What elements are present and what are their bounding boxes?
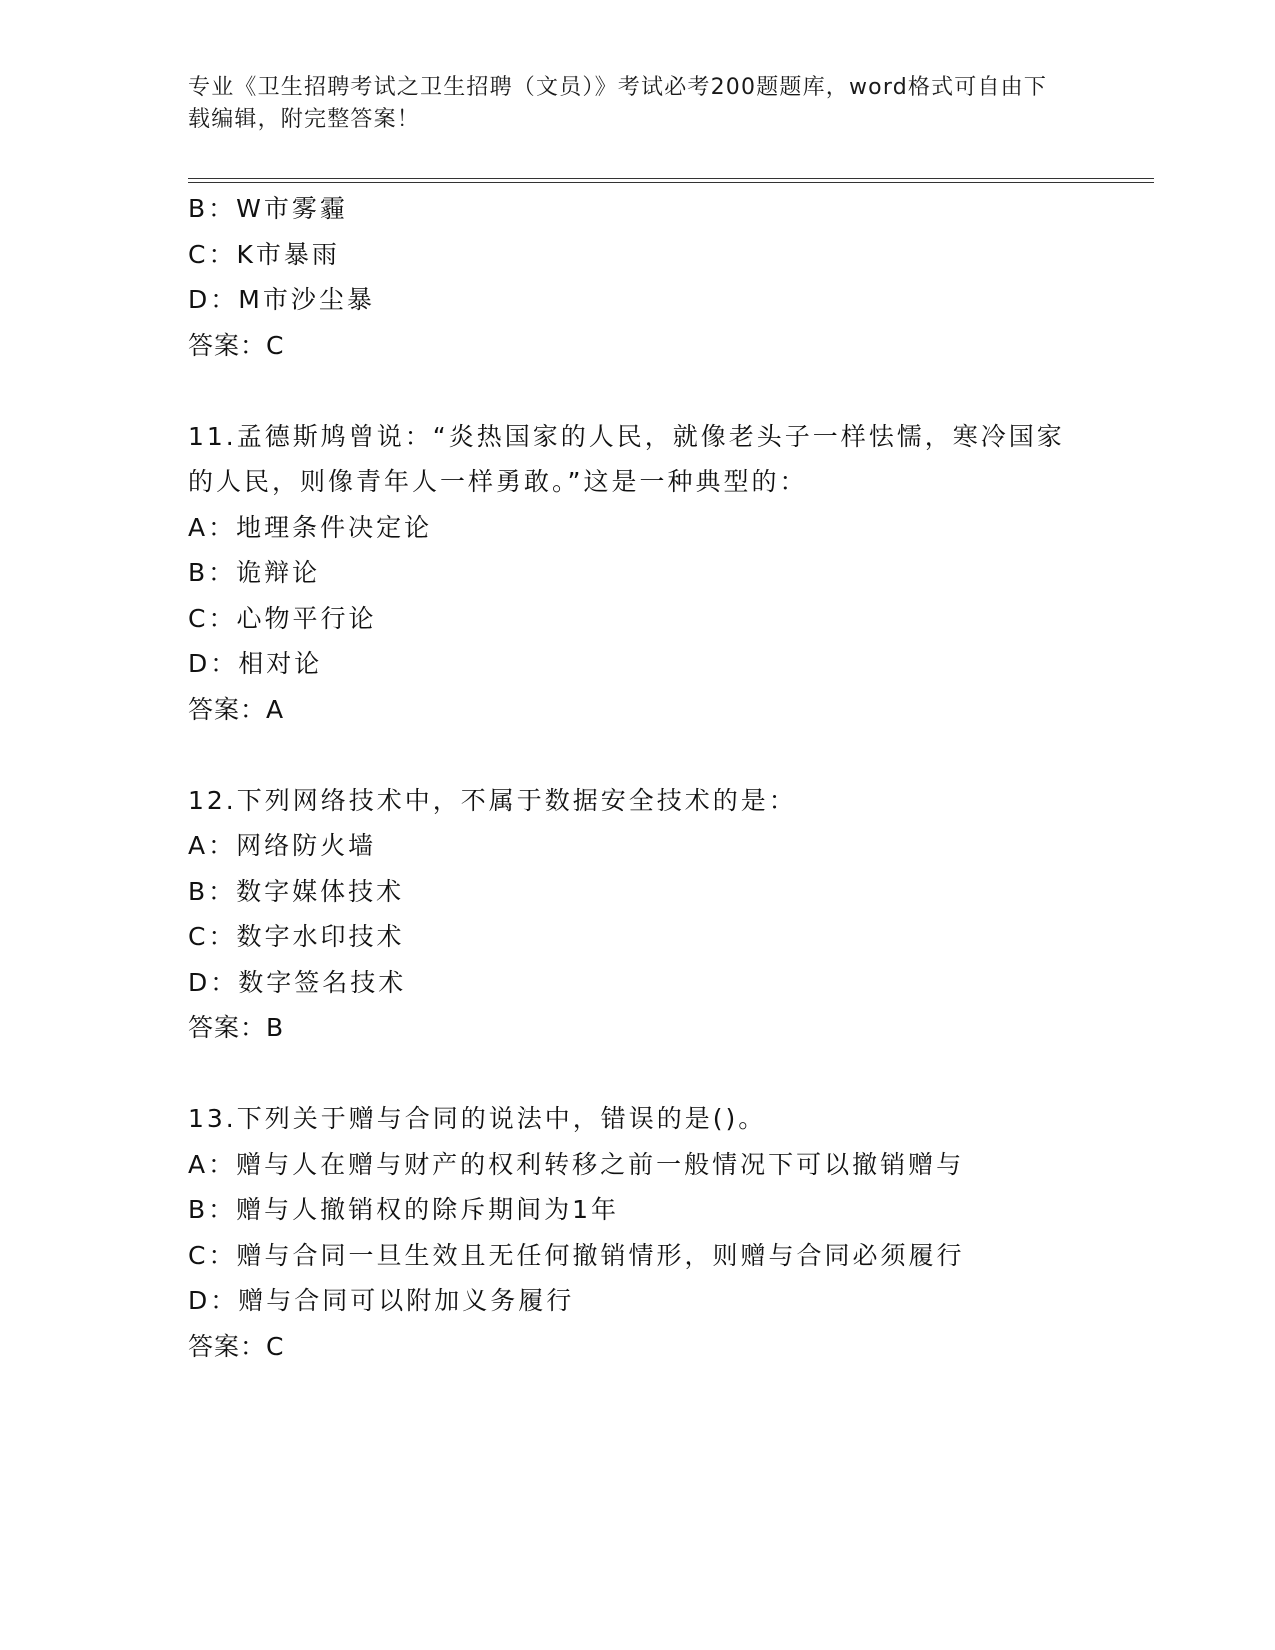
question-block (188, 186, 1128, 368)
option-d: D：赠与合同可以附加义务履行 (188, 1286, 575, 1315)
option-b: B：诡辩论 (188, 558, 321, 587)
option-a: A：网络防火墙 (188, 831, 377, 860)
question-block (188, 1096, 1128, 1369)
question-block (188, 414, 1128, 733)
question-block (188, 778, 1128, 1051)
option-d: D：相对论 (188, 649, 323, 678)
question-stem: 13.下列关于赠与合同的说法中，错误的是()。 (188, 1104, 767, 1133)
answer-line: 答案：A (188, 694, 285, 724)
question-stem: 12.下列网络技术中，不属于数据安全技术的是： (188, 785, 797, 815)
option-b: B：数字媒体技术 (188, 876, 405, 906)
answer-line: 答案：B (188, 1013, 285, 1042)
header-divider (188, 178, 1154, 183)
option-d: D：M市沙尘暴 (188, 285, 375, 314)
option-c: C：K市暴雨 (188, 239, 340, 269)
option-d: D：数字签名技术 (188, 967, 407, 997)
option-c: C：心物平行论 (188, 603, 377, 633)
answer-line: 答案：C (188, 1331, 285, 1361)
question-stem: 11.孟德斯鸠曾说：“炎热国家的人民，就像老头子一样怯懦，寒冷国家的人民，则像青年人一样勇敢。”这是一种典型的： (188, 421, 1065, 496)
option-c: C：数字水印技术 (188, 922, 405, 951)
option-a: A：赠与人在赠与财产的权利转移之前一般情况下可以撤销赠与 (188, 1149, 965, 1179)
question-list (188, 186, 1128, 1369)
option-b: B：W市雾霾 (188, 194, 348, 223)
option-c: C：赠与合同一旦生效且无任何撤销情形，则赠与合同必须履行 (188, 1240, 965, 1270)
option-b: B：赠与人撤销权的除斥期间为1年 (188, 1195, 620, 1224)
page-header: 专业《卫生招聘考试之卫生招聘（文员）》考试必考200题题库，word格式可自由下载编辑，附完整答案！ (188, 75, 1048, 132)
answer-line: 答案：C (188, 330, 285, 360)
option-a: A：地理条件决定论 (188, 512, 433, 542)
